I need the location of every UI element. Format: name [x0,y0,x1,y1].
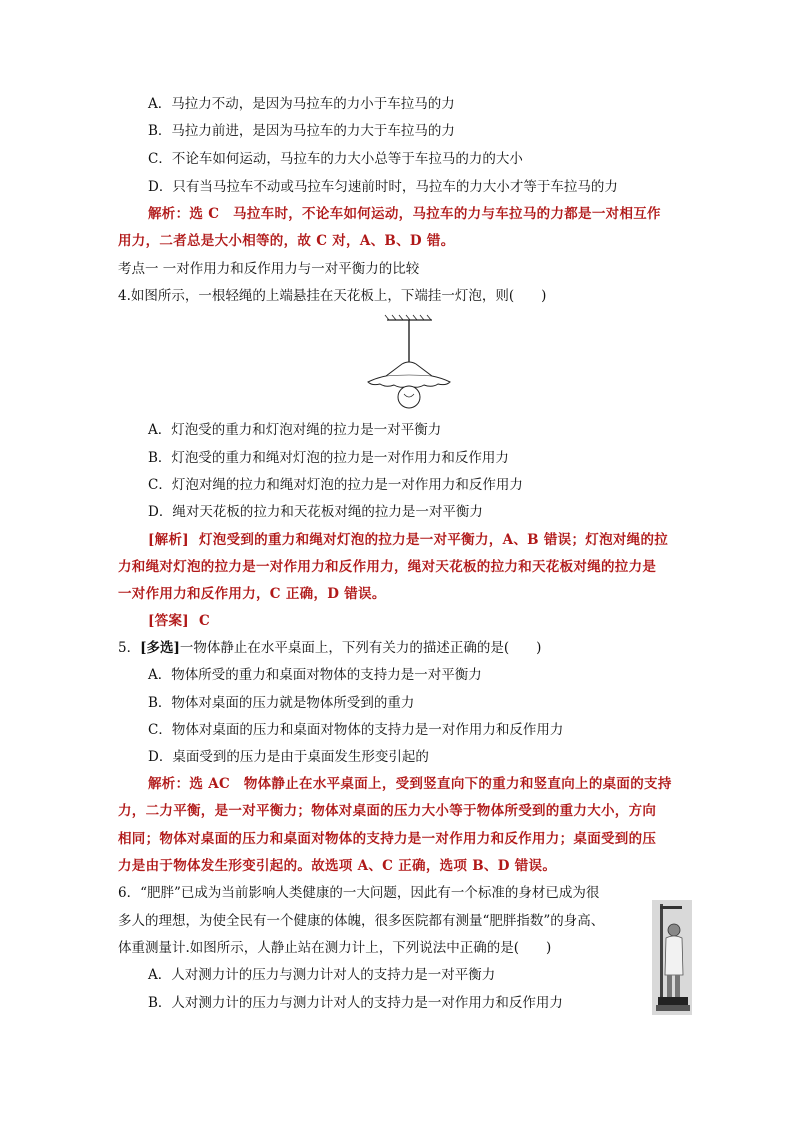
q5-stem: 一物体静止在水平桌面上，下列有关力的描述正确的是( ) [179,640,542,656]
hanging-lamp-figure [362,312,462,417]
height-weight-scale-figure [652,900,692,1015]
q5-option-c: C．物体对桌面的压力和桌面对物体的支持力是一对作用力和反作用力 [148,722,564,738]
q3-analysis-line1 [148,205,661,223]
measuring-pole-icon [660,904,663,1008]
q5-stem-line [118,639,541,657]
q4-analysis-line1 [148,531,668,549]
q3-option-a: A．马拉力不动，是因为马拉车的力小于车拉马的力 [148,96,455,112]
light-bulb-icon [398,386,420,408]
q6-stem-line3: 体重测量计.如图所示，人静止站在测力计上，下列说法中正确的是( ) [118,940,552,956]
q4-option-a: A．灯泡受的重力和灯泡对绳的拉力是一对平衡力 [148,422,442,438]
q6-option-b: B．人对测力计的压力与测力计对人的支持力是一对作用力和反作用力 [148,995,563,1011]
q3-analysis-text1: 选 C 马拉车时，不论车如何运动，马拉车的力与车拉马的力都是一对相互作 [189,206,661,222]
q3-analysis-label: 解析： [148,206,190,222]
q5-analysis-line4: 力是由于物体发生形变引起的。故选项 A、C 正确，选项 B、D 错误。 [118,858,557,874]
ceiling-icon [385,315,432,320]
q5-option-a: A．物体所受的重力和桌面对物体的支持力是一对平衡力 [148,667,482,683]
q5-analysis-line1 [148,775,672,793]
q6-option-a: A．人对测力计的压力与测力计对人的支持力是一对平衡力 [148,967,496,983]
q4-analysis-label: [解析] [148,532,189,548]
scale-platform-icon [658,997,688,1005]
q5-number: 5． [118,640,141,656]
q6-stem-line2: 多人的理想，为使全民有一个健康的体魄，很多医院都有测量“肥胖指数”的身高、 [118,913,605,929]
q5-multi-tag: [多选] [140,640,180,656]
q3-option-d: D．只有当马拉车不动或马拉车匀速前时时，马拉车的力大小才等于车拉马的力 [148,179,618,195]
q4-option-d: D．绳对天花板的拉力和天花板对绳的拉力是一对平衡力 [148,504,483,520]
q4-answer-label: [答案] [148,613,189,629]
q4-analysis-line2: 力和绳对灯泡的拉力是一对作用力和反作用力，绳对天花板的拉力和天花板对绳的拉力是 [118,559,657,575]
q5-analysis-line3: 相同；物体对桌面的压力和桌面对物体的支持力是一对作用力和反作用力；桌面受到的压 [118,831,657,847]
q4-answer-value: C [198,613,211,629]
q4-option-b: B．灯泡受的重力和绳对灯泡的拉力是一对作用力和反作用力 [148,450,509,466]
q4-analysis-text1: 灯泡受到的重力和绳对灯泡的拉力是一对平衡力，A、B 错误；灯泡对绳的拉 [198,532,669,548]
q5-analysis-text1: 选 AC 物体静止在水平桌面上，受到竖直向下的重力和竖直向上的桌面的支持 [189,776,672,792]
q5-option-d: D．桌面受到的压力是由于桌面发生形变引起的 [148,749,429,765]
lampshade-icon [368,362,450,387]
q3-option-c: C．不论车如何运动，马拉车的力大小总等于车拉马的力的大小 [148,151,523,167]
q6-stem-line1: 6．“肥胖”已成为当前影响人类健康的一大问题，因此有一个标准的身材已成为很 [118,885,600,901]
q3-analysis-line2: 用力，二者总是大小相等的，故 C 对，A、B、D 错。 [118,233,455,249]
q5-analysis-line2: 力，二力平衡，是一对平衡力；物体对桌面的压力大小等于物体所受到的重力大小，方向 [118,803,657,819]
section-heading: 考点一 一对作用力和反作用力与一对平衡力的比较 [118,261,420,277]
q4-stem: 4.如图所示，一根轻绳的上端悬挂在天花板上，下端挂一灯泡，则( ) [118,288,547,304]
q5-analysis-label: 解析： [148,776,190,792]
q5-option-b: B．物体对桌面的压力就是物体所受到的重力 [148,695,415,711]
q4-option-c: C．灯泡对绳的拉力和绳对灯泡的拉力是一对作用力和反作用力 [148,477,523,493]
q3-option-b: B．马拉力前进，是因为马拉车的力大于车拉马的力 [148,123,455,139]
q4-analysis-line3: 一对作用力和反作用力，C 正确，D 错误。 [118,586,386,602]
q4-answer [148,612,210,630]
